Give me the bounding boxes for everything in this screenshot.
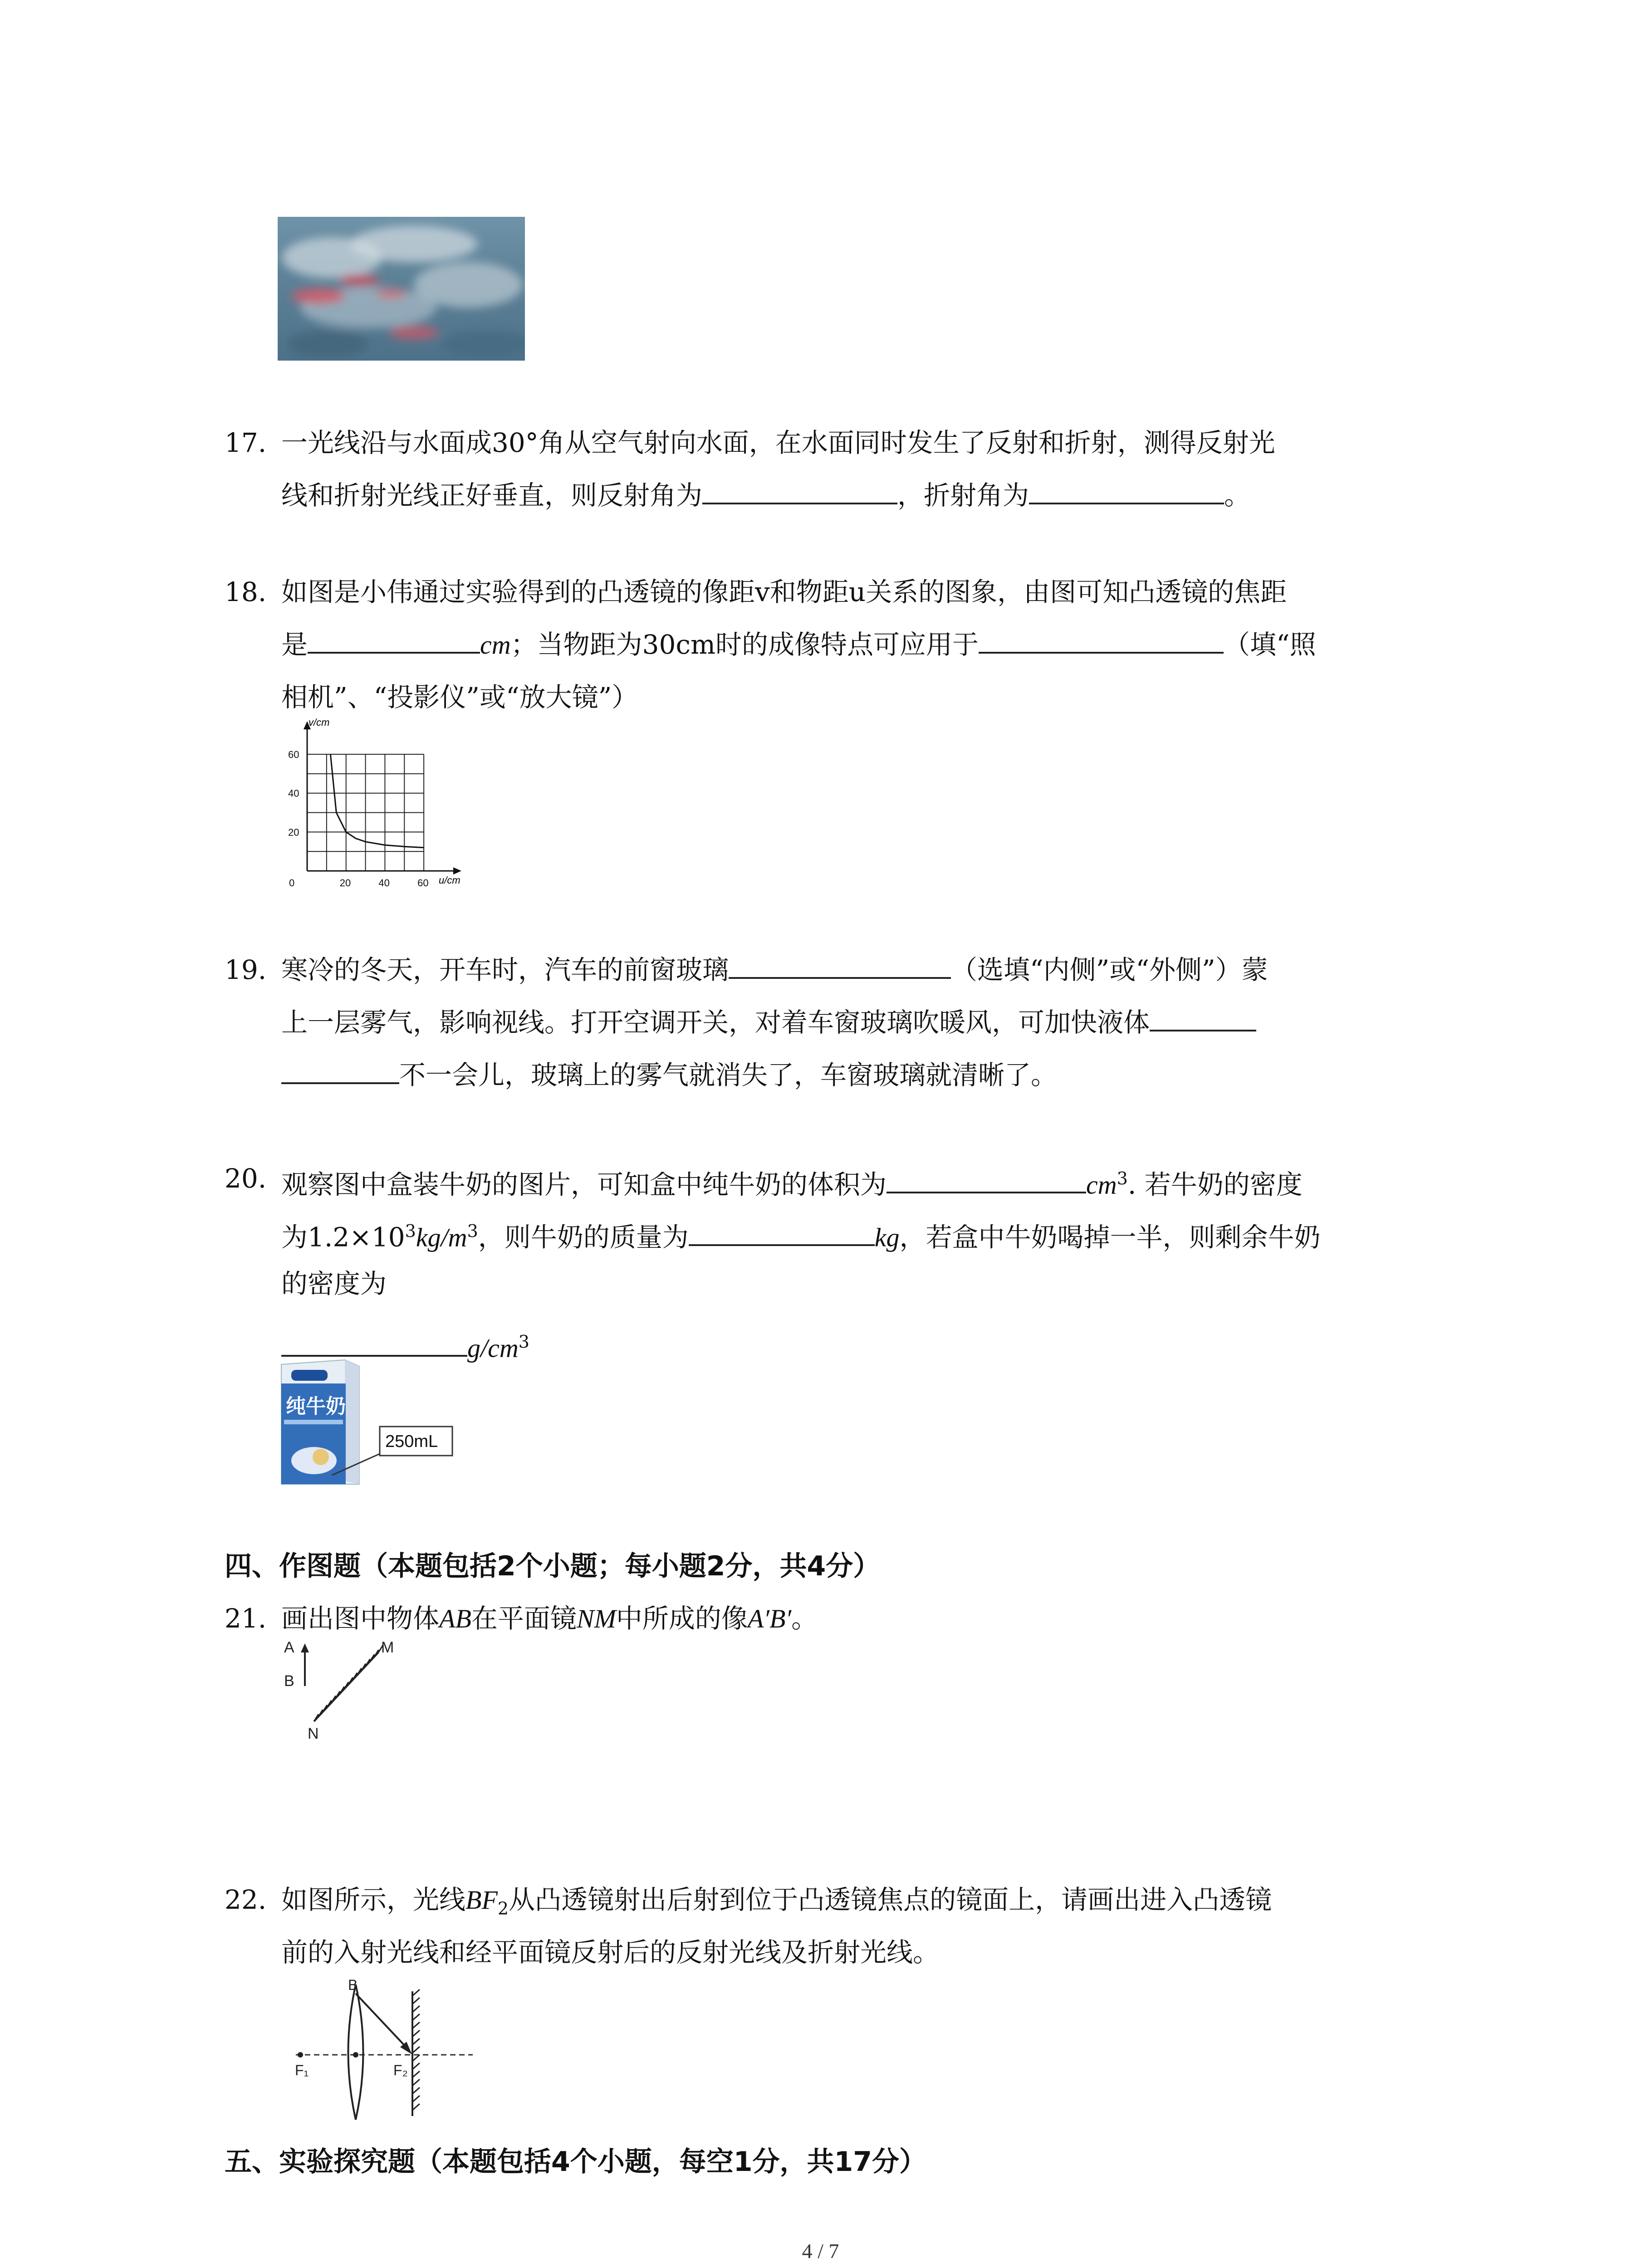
mirror-hatch-mark <box>412 2047 420 2053</box>
lens-center-dot <box>353 2052 358 2058</box>
question-text: 前的入射光线和经平面镜反射后的反射光线及折射光线。 <box>281 1937 940 1968</box>
question-text: 上一层雾气，影响视线。打开空调开关，对着车窗玻璃吹暖风，可加快液体 <box>281 1007 1150 1038</box>
answer-blank[interactable] <box>281 1326 467 1357</box>
question-text: （选填“内侧”或“外侧”）蒙 <box>951 954 1268 985</box>
math-text: NM <box>576 1604 616 1633</box>
question-text: 在平面镜 <box>471 1603 577 1634</box>
question-text: 如图是小伟通过实验得到的凸透镜的像距v和物距u关系的图象，由图可知凸透镜的焦距 <box>281 577 1287 607</box>
x-tick-label: 40 <box>378 877 390 889</box>
superscript: 3 <box>467 1221 478 1241</box>
question-19 <box>225 943 1463 1107</box>
math-text: AB <box>439 1604 471 1633</box>
answer-blank[interactable] <box>887 1163 1086 1193</box>
question-text-line <box>281 996 1256 1049</box>
question-text-line <box>281 416 1275 469</box>
focus-point-F1 <box>298 2052 303 2058</box>
question-text-line <box>281 469 1250 522</box>
mirror-hatch-mark <box>412 2014 420 2020</box>
answer-blank[interactable] <box>689 1215 875 1246</box>
unit-text: kg <box>874 1222 900 1252</box>
mirror-hatch-mark <box>412 2104 420 2110</box>
question-number: 18. <box>225 577 267 607</box>
question-text: 中所成的像 <box>616 1603 748 1634</box>
question-number: 21. <box>225 1603 267 1634</box>
question-22 <box>225 1873 1463 1982</box>
mirror-hatch-mark <box>412 2096 420 2102</box>
question-18 <box>225 566 1463 729</box>
mirror-hatch-mark <box>412 2079 420 2086</box>
unit-text: kg/m <box>416 1222 467 1252</box>
answer-blank[interactable] <box>1029 474 1224 504</box>
question-text: 相机”、“投影仪”或“放大镜”） <box>281 682 638 713</box>
question-17 <box>225 416 1463 525</box>
page-number: 4 / 7 <box>802 2239 839 2263</box>
question-text-line <box>281 1257 387 1310</box>
section-heading: 四、作图题（本题包括2个小题；每小题2分，共4分） <box>225 1550 881 1582</box>
question-20 <box>225 1152 1463 1370</box>
unit-text: cm <box>480 630 511 660</box>
x-axis-label: u/cm <box>439 875 460 886</box>
question-text-line <box>281 1152 1303 1211</box>
milk-box-brand: 纯牛奶 <box>286 1395 346 1418</box>
question-text-line <box>281 1926 939 1979</box>
graph-grid <box>304 721 461 875</box>
question-text: 的密度为 <box>281 1268 387 1299</box>
question-text: ，折射角为 <box>897 480 1029 511</box>
milk-box-figure <box>278 1356 459 1488</box>
question-text: （填“照 <box>1223 629 1316 660</box>
question-text: 观察图中盒装牛奶的图片，可知盒中纯牛奶的体积为 <box>281 1169 887 1200</box>
mirror-hatch-mark <box>412 2055 420 2061</box>
answer-blank[interactable] <box>308 623 480 654</box>
question-text: 不一会儿，玻璃上的雾气就消失了，车窗玻璃就清晰了。 <box>399 1060 1058 1090</box>
question-text: 为1.2×10 <box>281 1222 405 1253</box>
answer-blank[interactable] <box>729 948 951 979</box>
image-distance-graph <box>278 712 482 894</box>
mirror-hatch-mark <box>412 2071 420 2077</box>
math-text: A′B′ <box>747 1604 792 1633</box>
milk-box-volume-label: 250mL <box>385 1432 438 1451</box>
subscript: 2 <box>497 1898 509 1919</box>
unit-text: cm <box>1086 1170 1117 1200</box>
answer-blank[interactable] <box>281 1053 399 1084</box>
superscript: 3 <box>405 1221 416 1241</box>
y-tick-label: 40 <box>288 787 299 799</box>
y-tick-label: 20 <box>288 826 299 838</box>
focus-label-F1: F₁ <box>295 2062 309 2078</box>
question-text: . 若牛奶的密度 <box>1127 1169 1303 1200</box>
question-text-line <box>281 1049 1057 1101</box>
math-text: BF <box>465 1885 498 1915</box>
mirror-hatch-mark <box>412 2087 420 2094</box>
mirror-hatch-mark <box>412 1989 420 1996</box>
question-text: 。 <box>791 1603 818 1634</box>
question-text: 如图所示，光线 <box>281 1884 466 1915</box>
question-text: ，若盒中牛奶喝掉一半，则剩余牛奶 <box>899 1222 1321 1253</box>
focus-label-F2: F₂ <box>393 2062 408 2078</box>
superscript: 3 <box>518 1332 529 1352</box>
x-axis-arrow <box>453 867 461 875</box>
graph-ticks <box>288 749 429 889</box>
question-number: 19. <box>225 954 267 985</box>
answer-blank[interactable] <box>1150 1001 1256 1031</box>
mirror-hatch-mark <box>412 2022 420 2028</box>
question-text-line <box>281 943 1268 996</box>
question-text: 线和折射光线正好垂直，则反射角为 <box>281 480 703 511</box>
question-text: ，则牛奶的质量为 <box>478 1222 689 1253</box>
x-tick-label: 20 <box>339 877 351 889</box>
question-text: 寒冷的冬天，开车时，汽车的前窗玻璃 <box>281 954 729 985</box>
point-label-B: B <box>284 1672 294 1690</box>
question-number: 17. <box>225 427 267 458</box>
question-text: 从凸透镜射出后射到位于凸透镜焦点的镜面上，请画出进入凸透镜 <box>509 1884 1272 1915</box>
y-axis-label: v/cm <box>309 717 330 728</box>
answer-blank[interactable] <box>702 474 897 504</box>
question-number: 20. <box>225 1163 267 1194</box>
question-text-line <box>281 566 1287 618</box>
mirror-hatch-mark <box>412 2030 420 2037</box>
question-text-line <box>281 1205 1321 1264</box>
question-text: 是 <box>281 629 308 660</box>
mirror-hatch-mark <box>412 2006 420 2012</box>
series-line <box>330 754 424 848</box>
mirror-hatch-mark <box>412 2038 420 2045</box>
answer-blank[interactable] <box>979 623 1224 654</box>
unit-text: g/cm <box>467 1333 519 1363</box>
point-label-A: A <box>284 1639 294 1656</box>
x-tick-label: 0 <box>289 877 295 889</box>
plane-mirror-figure <box>278 1635 414 1749</box>
mirror-hatch-mark <box>412 1998 420 2004</box>
lens-mirror-figure <box>278 1975 482 2121</box>
koi-pond-photo <box>278 217 525 361</box>
point-label-M: M <box>381 1639 394 1656</box>
y-tick-label: 60 <box>288 748 299 760</box>
question-text: ；当物距为30cm时的成像特点可应用于 <box>510 629 979 660</box>
question-number: 22. <box>225 1884 267 1915</box>
point-label-N: N <box>308 1725 319 1742</box>
question-text: 。 <box>1224 480 1251 511</box>
point-label-B: B <box>348 1977 358 1993</box>
graph-curve <box>330 754 424 848</box>
question-text: 一光线沿与水面成30°角从空气射向水面，在水面同时发生了反射和折射，测得反射光 <box>281 427 1275 458</box>
section-heading: 五、实验探究题（本题包括4个小题，每空1分，共17分） <box>225 2146 926 2178</box>
mirror-hatch-mark <box>412 2063 420 2069</box>
question-text: 画出图中物体 <box>281 1603 440 1634</box>
x-tick-label: 60 <box>417 877 429 889</box>
superscript: 3 <box>1117 1168 1128 1188</box>
question-text-line <box>281 618 1316 671</box>
